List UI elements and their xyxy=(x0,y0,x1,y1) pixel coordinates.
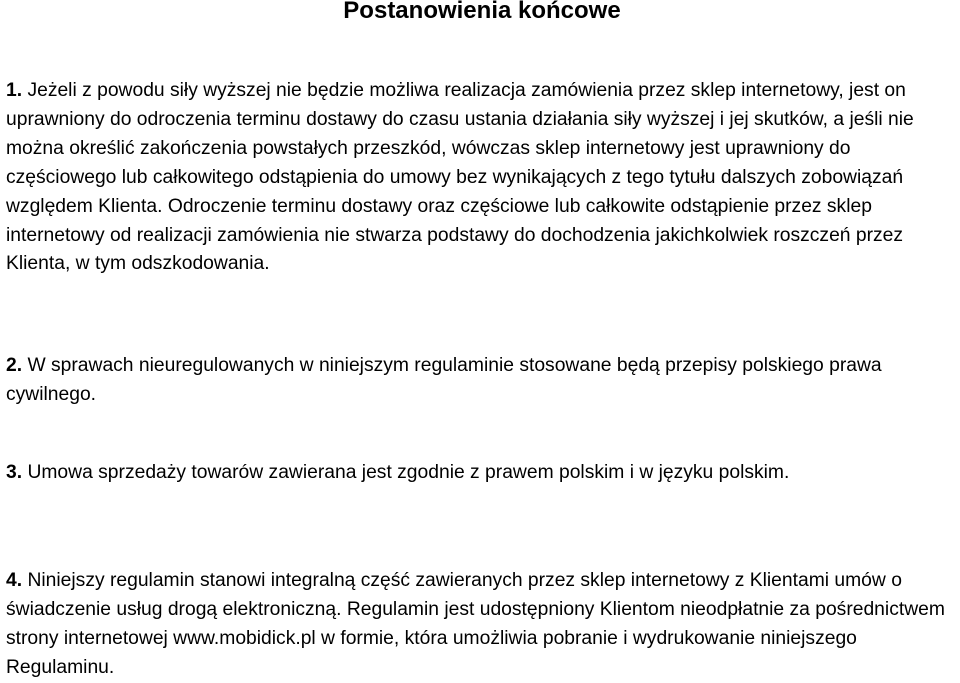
paragraph-text: Umowa sprzedaży towarów zawierana jest zgodnie z prawem polskim i w języku polskim. xyxy=(22,462,790,483)
paragraph-3 xyxy=(6,459,958,488)
paragraph-text: W sprawach nieuregulowanych w niniejszym regulaminie stosowane będą przepisy polskiego prawa cywilnego. xyxy=(6,355,882,405)
page-title: Postanowienia końcowe xyxy=(343,0,621,24)
paragraph-4 xyxy=(6,567,958,683)
paragraph-text: Jeżeli z powodu siły wyższej nie będzie możliwa realizacja zamówienia przez sklep internetowy, jest on uprawniony do odroczenia terminu dostawy do czasu ustania działania siły wyższej i jej skutków, a jeśli nie można określić zakończenia powstałych przeszkód, wówczas sklep internetowy jest uprawniony do częściowego lub całkowitego odstąpienia do umowy bez wynikających z tego tytułu dalszych zobowiązań względem Klienta. Odroczenie terminu dostawy oraz częściowe lub całkowite odstąpienie przez sklep internetowy od realizacji zamówienia nie stwarza podstawy do dochodzenia jakichkolwiek roszczeń przez Klienta, w tym odszkodowania. xyxy=(6,80,914,275)
paragraph-number: 2. xyxy=(6,355,23,376)
paragraph-2 xyxy=(6,352,958,410)
paragraph-text: Niniejszy regulamin stanowi integralną część zawieranych przez sklep internetowy z Klientami umów o świadczenie usług drogą elektroniczną. Regulamin jest udostępniony Klientom nieodpłatnie za pośrednictwem strony internetowej www.mobidick.pl w formie, która umożliwia pobranie i wydrukowanie niniejszego Regulaminu. xyxy=(6,570,945,678)
document-page xyxy=(6,0,958,678)
paragraph-number: 3. xyxy=(6,462,23,483)
paragraph-number: 1. xyxy=(6,80,23,101)
paragraph-1 xyxy=(6,77,958,279)
paragraph-number: 4. xyxy=(6,570,23,591)
